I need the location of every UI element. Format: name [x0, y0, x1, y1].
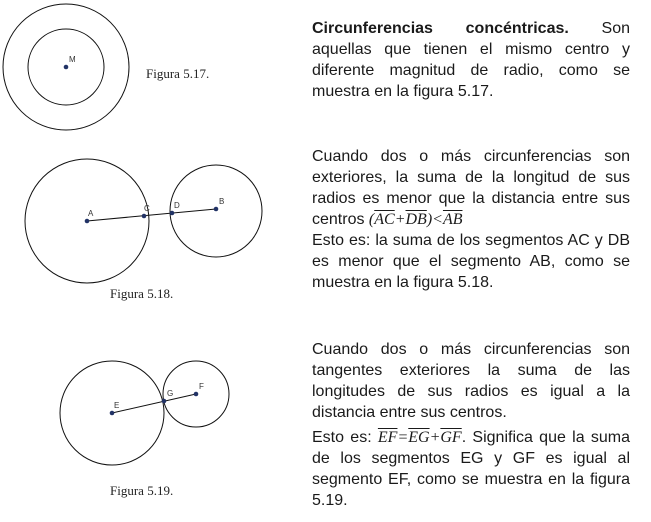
formula-gf: $\overline{GF}$	[440, 429, 462, 446]
caption-5-17: Figura 5.17.	[146, 66, 210, 81]
figure-5-17	[0, 0, 300, 160]
caption-5-18: Figura 5.18.	[110, 286, 174, 301]
tangent-formula	[378, 429, 462, 446]
formula-equals: =	[397, 429, 409, 446]
concentric-paragraph	[312, 18, 630, 102]
formula-less-than: <	[432, 211, 443, 228]
formula-ab: $\overline{AB}$	[442, 211, 463, 228]
section-tangent	[312, 339, 630, 511]
tangent-body: . Significa que la suma de los segmentos EG y GF es igual al segmento EF, como se muestra en la figura 5.19.	[312, 429, 630, 509]
figure-5-18	[0, 145, 300, 310]
label-m: M	[69, 55, 76, 64]
caption-5-19: Figura 5.19.	[110, 483, 174, 498]
section-exterior	[312, 146, 630, 293]
exterior-paragraph	[312, 146, 630, 230]
exterior-formula	[369, 211, 463, 228]
segment-ab	[87, 209, 216, 221]
section-concentric	[312, 18, 630, 102]
formula-ac: $\overline{AC}$	[374, 211, 395, 228]
label-c: C	[144, 204, 150, 213]
label-e: E	[114, 401, 120, 410]
formula-plus-2: +	[429, 429, 441, 446]
center-point-m	[64, 65, 69, 70]
figure-5-19	[0, 335, 300, 510]
formula-db: $\overline{DB}$	[405, 211, 427, 228]
label-d: D	[174, 201, 180, 210]
tangent-paragraph: Cuando dos o más circunferencias son tangentes exteriores la suma de las longitudes de sus radios es igual a la distancia entre sus centros.	[312, 341, 630, 421]
point-e	[110, 411, 115, 416]
label-a: A	[88, 209, 94, 218]
label-g: G	[167, 389, 174, 398]
point-c	[142, 214, 147, 219]
formula-close-paren: )	[426, 211, 433, 228]
formula-open-paren: (	[368, 211, 375, 228]
label-f: F	[199, 382, 204, 391]
concentric-title: Circunferencias concéntricas.	[312, 20, 569, 37]
tangent-explanation	[312, 427, 630, 511]
point-a	[85, 219, 90, 224]
point-b	[214, 207, 219, 212]
formula-eg: $\overline{EG}$	[408, 429, 430, 446]
segment-ef	[112, 394, 196, 413]
tangent-lead: Esto es:	[312, 429, 378, 446]
exterior-text: Cuando dos o más circunferencias son exteriores, la suma de la longitud de sus radios es menor que la distancia entre sus centros	[312, 148, 630, 228]
formula-plus: +	[394, 211, 406, 228]
formula-ef: $\overline{EF}$	[377, 429, 398, 446]
concentric-body: Son aquellas que tienen el mismo centro y diferente magnitud de radio, como se muestra en la figura 5.17.	[312, 20, 630, 100]
point-g	[162, 399, 167, 404]
point-f	[194, 392, 199, 397]
label-b: B	[219, 197, 225, 206]
exterior-explanation: Esto es: la suma de los segmentos AC y DB es menor que el segmento AB, como se muestra en la figura 5.18.	[312, 232, 630, 291]
point-d	[170, 211, 175, 216]
